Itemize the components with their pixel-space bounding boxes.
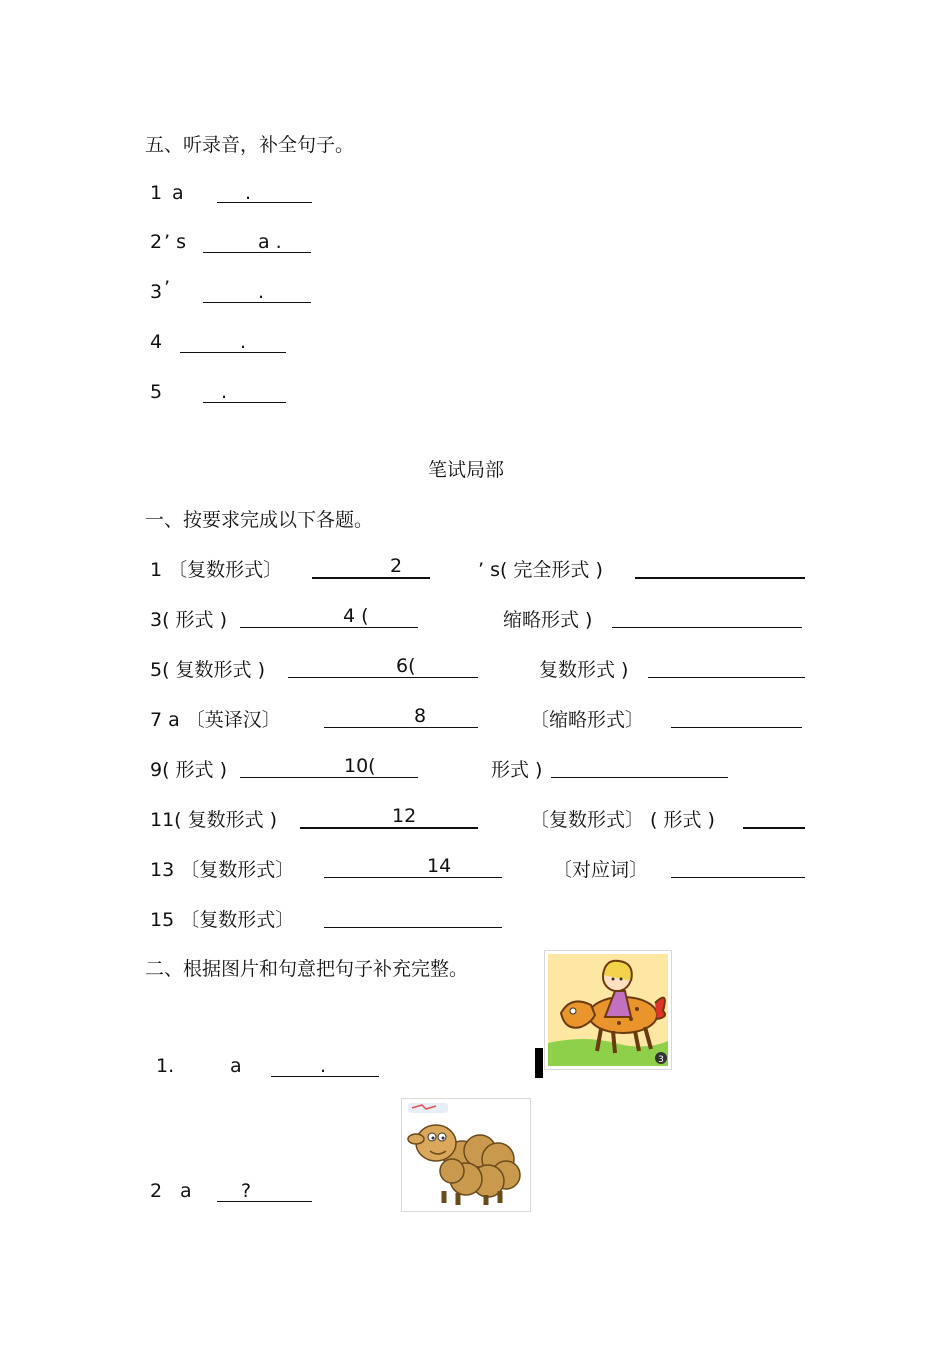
part2-heading: 二、根据图片和句意把句子补充完整。 [145,958,469,980]
p1-row2-right: 缩略形式 ) [503,609,593,631]
sheep-drawing [402,1099,530,1211]
s5-item3-dot: . [258,281,265,303]
s5-item3-blank[interactable] [203,302,311,303]
s5-item3-num: 3 [150,281,163,303]
p1-row5-blank2[interactable] [551,777,728,778]
sheep-image [401,1098,531,1212]
p1-row6-blank1[interactable] [300,827,478,829]
p1-row2-blank1[interactable] [240,627,418,628]
s5-item1-pre: a [172,182,184,204]
p1-row7-left: 13 〔复数形式〕 [150,859,295,881]
p1-row7-mid: 14 [427,855,452,877]
p2-item2-qmark: ? [241,1180,252,1202]
p1-row6-left: 11( 复数形式 ) [150,809,278,831]
p1-row7-blank1[interactable] [324,877,502,878]
p1-row7-right: 〔对应词〕 [553,859,649,881]
s5-item4-num: 4 [150,331,163,353]
black-marker [535,1048,543,1078]
p1-row1-left: 1 〔复数形式〕 [150,559,283,581]
s5-item2-blank[interactable] [203,252,311,253]
p1-row2-blank2[interactable] [612,627,802,628]
p1-row3-mid: 6( [396,655,416,677]
p1-row3-blank1[interactable] [288,677,478,678]
p1-row4-left: 7 a 〔英译汉〕 [150,709,281,731]
p1-row8-left: 15 〔复数形式〕 [150,909,295,931]
part1-heading: 一、按要求完成以下各题。 [145,509,374,531]
written-title: 笔试局部 [428,459,505,481]
s5-item2-num: 2 [150,231,163,253]
p1-row3-left: 5( 复数形式 ) [150,659,265,681]
p1-row5-right: 形式 ) [491,759,543,781]
s5-item5-num: 5 [150,381,163,403]
p1-row4-blank2[interactable] [671,727,802,728]
p1-row4-mid: 8 [414,705,427,727]
p2-item1-pre: a [230,1055,242,1077]
p1-row1-blank1[interactable] [312,577,430,579]
p1-row6-mid: 12 [392,805,417,827]
p1-row4-right: 〔缩略形式〕 [530,709,645,731]
s5-item4-blank[interactable] [180,352,286,353]
p1-row6-blank2[interactable] [743,827,805,829]
girl-riding-horse-drawing [545,951,671,1069]
p1-row6-right: 〔复数形式〕 ( 形式 ) [530,809,715,831]
s5-item2-text: a . [258,231,282,253]
p1-row1-right: ’ s( 完全形式 ) [478,559,603,581]
image-badge: 3 [658,1055,664,1065]
p1-row1-blank2[interactable] [635,577,805,579]
s5-item1-blank[interactable] [217,202,312,203]
p1-row3-blank2[interactable] [648,677,805,678]
p2-item2-blank[interactable] [217,1201,312,1202]
s5-item2-pre: ’ s [164,231,186,253]
p1-row2-left: 3( 形式 ) [150,609,227,631]
p1-row8-blank1[interactable] [324,927,502,928]
p2-item2-num: 2 [150,1180,163,1202]
p1-row1-mid: 2 [390,555,403,577]
s5-item1-num: 1 [150,182,163,204]
p2-item2-pre: a [180,1180,192,1202]
p1-row4-blank1[interactable] [324,727,478,728]
section5-heading: 五、听录音，补全句子。 [145,134,355,156]
s5-item1-dot: . [245,182,252,204]
s5-item5-dot: . [221,381,228,403]
p2-item1-num: 1. [156,1055,175,1077]
p1-row5-mid: 10( [344,755,376,777]
p1-row5-blank1[interactable] [240,777,418,778]
p1-row3-right: 复数形式 ) [539,659,629,681]
girl-riding-horse-image [544,950,672,1070]
s5-item4-dot: . [240,331,247,353]
p1-row7-blank2[interactable] [671,877,805,878]
p2-item1-dot: . [320,1055,327,1077]
s5-item5-blank[interactable] [203,402,286,403]
s5-item3-pre: ’ [164,277,171,299]
p1-row2-mid: 4 ( [343,605,369,627]
p1-row5-left: 9( 形式 ) [150,759,227,781]
